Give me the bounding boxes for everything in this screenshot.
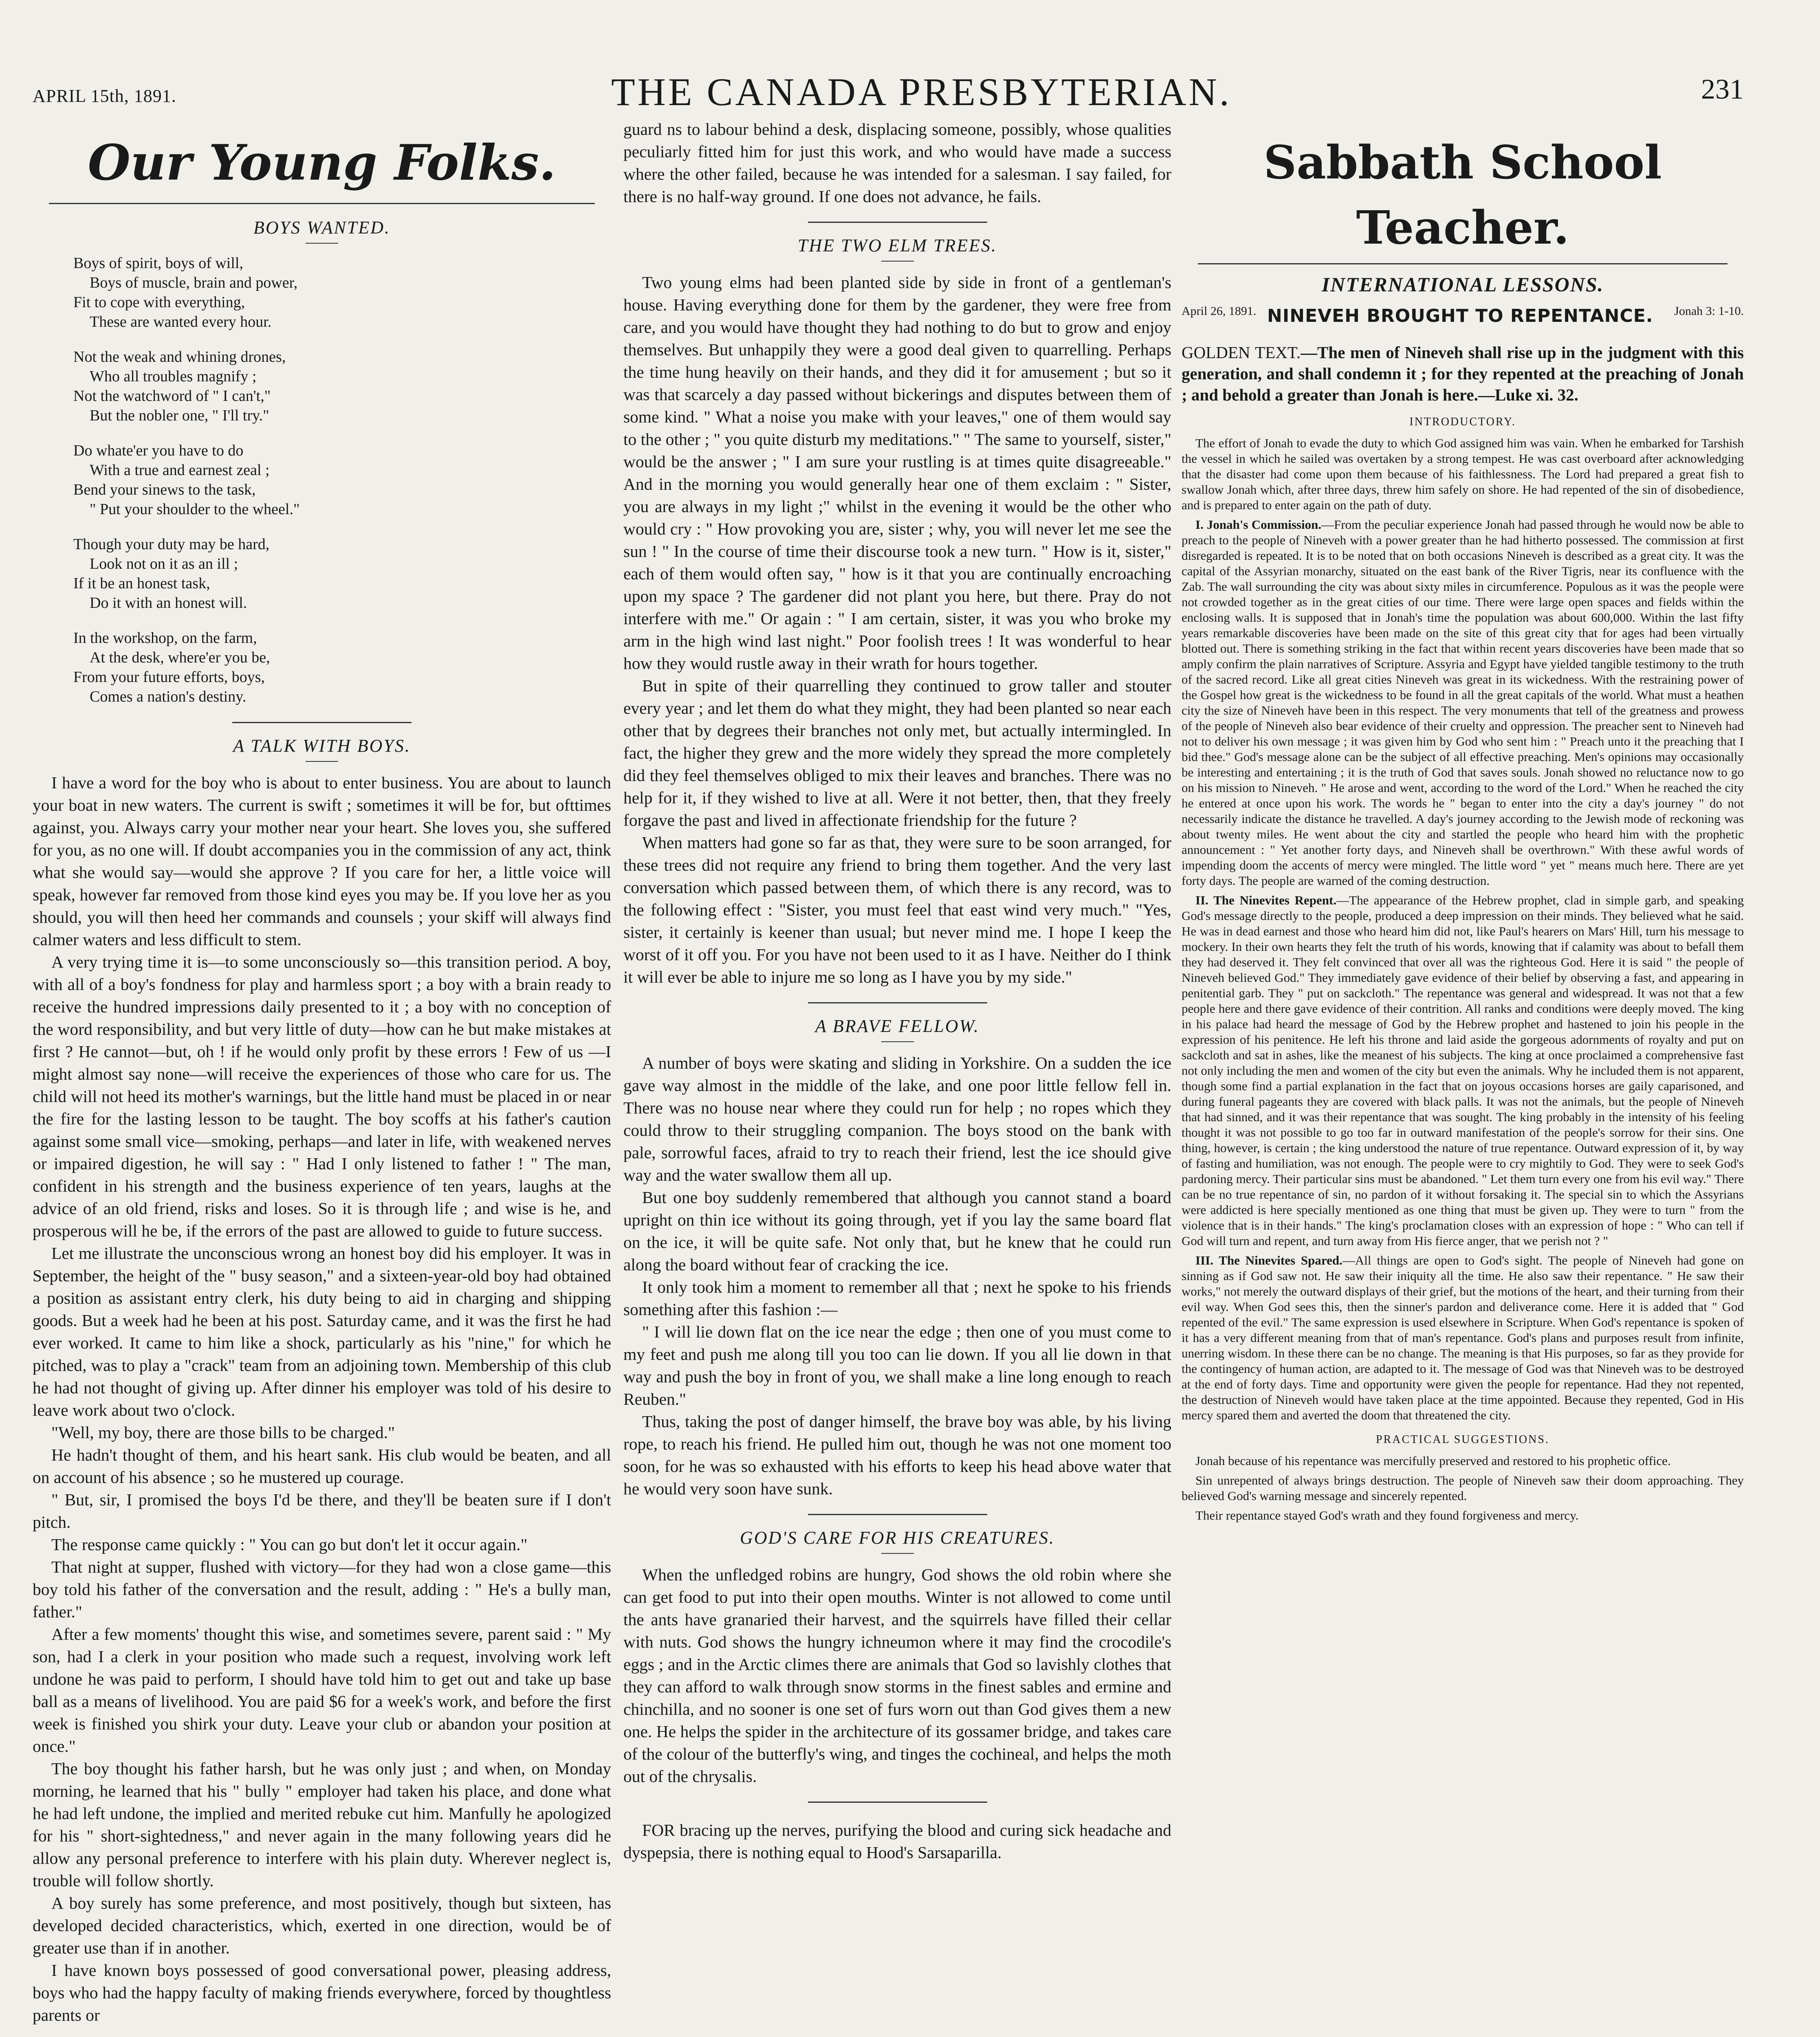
poem-line: Who all troubles magnify ; [90,368,257,385]
lesson-heading [1182,304,1744,333]
article-title: GOD'S CARE FOR HIS CREATURES. [739,1528,1055,1548]
poem-title: BOYS WANTED. [253,218,391,238]
page-number: 231 [1701,74,1744,105]
newspaper-title: THE CANADA PRESBYTERIAN. [611,70,1232,114]
divider [808,222,987,223]
lesson-date: April 26, 1891. [1182,304,1257,318]
poem-line: In the workshop, on the farm, [73,629,257,647]
lesson-paragraph: Jonah because of his repentance was mercifully preserved and restored to his prophetic office. [1195,1454,1671,1468]
poem-line: Boys of muscle, brain and power, [90,274,298,291]
lesson-section-label: II. The Ninevites Repent. [1195,893,1337,907]
lesson-paragraph: Their repentance stayed God's wrath and they found forgiveness and mercy. [1195,1508,1579,1522]
poem-stanza [73,253,611,332]
divider [808,1002,987,1003]
poem [33,253,611,706]
lesson-paragraph: Sin unrepented of always brings destruction. The people of Nineveh saw their doom approaching. They believed God's warning message and sincerely repented. [1182,1473,1744,1503]
poem-line: Fit to cope with everything, [73,294,245,311]
divider [1198,263,1728,264]
subheader: INTERNATIONAL LESSONS. [1321,273,1604,296]
right-column [1182,130,1744,1527]
article-paragraph: It only took him a moment to remember all that ; next he spoke to his friends something after this fashion :— [623,1278,1171,1319]
lesson-section-text: —All things are open to God's sight. The people of Nineveh had gone on sinning as if God saw not. He saw their iniquity all the time. He also saw their repentance. " He saw their works," not merely the outward displays of their grief, but the motions of the heart, and their turning from their evil way. When God sees this, then the sinner's pardon and deliverance come. Here it is added that " God repented of the evil." The same expression is used elsewhere in Scripture. When God's repentance is spoken of it has a very different meaning from that of man's repentance. God's plans and purposes result from infinite, unerring wisdom. In these there can be no change. The meaning is that His purposes, so far as they provide for the contingency of human action, are adapted to it. The message of God was that Nineveh was to be destroyed at the end of forty days. Time and opportunity were given the people for repentance. Had they not repented, the destruction of Nineveh would have taken place at the time appointed. Because they repented, God in His mercy spared them and averted the doom that threatened the city. [1182,1253,1744,1422]
lesson-paragraph [1182,893,1744,1249]
section-header-young-folks: Our Young Folks. [88,134,556,191]
article-paragraph: " I will lie down flat on the ice near the edge ; then one of you must come to my feet and push me along till you too can lie down. If you all lie down in that way and push the boy in front of you, we shall make a line long enough to reach Reuben." [623,1322,1171,1408]
lesson-paragraph: The effort of Jonah to evade the duty to which God assigned him was vain. When he embarked for Tarshish the vessel in which he sailed was overtaken by a strong tempest. He was cast overboard after acknowledging that the disaster had come upon them because of his faithlessness. The Lord had prepared a great fish to swallow Jonah which, after three days, threw him safely on shore. He had repented of the sin of disobedience, and is prepared to enter again on the path of duty. [1182,436,1744,512]
article-paragraph: Let me illustrate the unconscious wrong an honest boy did his employer. It was in September, the height of the " busy season," and a sixteen-year-old boy had obtained a position as assistant entry clerk, his duty being to aid in charging and shipping goods. But a week had he been at his post. Saturday came, and it was the first he had ever worked. It came to him like a shock, particularly as his "nine," for which he pitched, was to play a "crack" team from an adjoining town. Membership of this club he had not thought of giving up. After dinner his employer was told of his desire to leave work about two o'clock. [33,1244,611,1419]
lesson-section-label: III. The Ninevites Spared. [1195,1253,1342,1267]
golden-text [1182,342,1744,405]
article-paragraph: "Well, my boy, there are those bills to be charged." [51,1423,395,1442]
poem-line: " Put your shoulder to the wheel." [90,501,300,518]
issue-date: APRIL 15th, 1891. [33,86,176,106]
poem-line: But the nobler one, " I'll try." [90,407,269,424]
poem-stanza [73,441,611,519]
lesson-section-label: I. Jonah's Commission. [1195,517,1322,532]
article-paragraph: I have known boys possessed of good conversational power, pleasing address, boys who had the happy faculty of making friends everywhere, forced by thoughtless parents or [33,1961,611,2024]
article-paragraph: A number of boys were skating and sliding in Yorkshire. On a sudden the ice gave way almost in the middle of the lake, and one poor little fellow fell in. There was no house near where they could run for help ; no ropes which they could throw to their struggling companion. The boys stood on the bank with pale, sorrowful faces, afraid to try to reach their friend, lest the ice should give way and the water swallow them all up. [623,1054,1171,1184]
poem-line: At the desk, where'er you be, [90,649,270,666]
divider [49,203,595,204]
article-paragraph: But one boy suddenly remembered that although you cannot stand a board upright on thin ice without its going through, yet if you lay the same board flat on the ice, it will be quite safe. Not only that, but he knew that he could run along the board without fear of cracking the ice. [623,1188,1171,1274]
article-paragraph: After a few moments' thought this wise, and sometimes severe, parent said : " My son, had I a clerk in your position who made such a request, involving work left undone he was paid to perform, I should have told him to get out and take up base ball as a means of livelihood. You are paid $6 for a week's work, and before the first week is finished you shirk your duty. Leave your club or abandon your position at once." [33,1625,611,1755]
article-title: THE TWO ELM TREES. [797,235,997,255]
poem-line: Do whate'er you have to do [73,442,244,459]
poem-line: Boys of spirit, boys of will, [73,255,243,272]
golden-text-label: GOLDEN TEXT. [1182,343,1301,362]
article-paragraph: " But, sir, I promised the boys I'd be there, and they'll be beaten sure if I don't pitch. [33,1490,611,1531]
poem-line: With a true and earnest zeal ; [90,462,270,479]
lesson-paragraph [1182,1253,1744,1423]
article-paragraph: A very trying time it is—to some unconsciously so—this transition period. A boy, with all of a boy's fondness for play and harmless sport ; a boy with a brain ready to receive the hundred impressions daily presented to it ; a boy with no conception of the word responsibility, and but very little of duty—how can he but make mistakes at first ? He cannot—but, oh ! if he would only profit by these errors ! Few of us —I might almost say none—will receive the experiences of those who care for us. The child will not heed its mother's warnings, but the little hand must be placed in or near the fire for the lasting lesson to be taught. The boy scoffs at his father's caution against some small vice—smoking, perhaps—and later in life, with weakened nerves or impaired digestion, he will say : " Had I only listened to father ! " The man, confident in his strength and the business experience of ten years, laughs at the advice of an old friend, risks and loses. So it is through life ; and wise is he, and prosperous will he be, if the errors of the past are allowed to guide to future success. [33,953,611,1240]
divider [232,722,412,723]
poem-line: Do it with an honest will. [90,594,247,612]
article-paragraph: He hadn't thought of them, and his heart sank. His club would be beaten, and all on account of his absence ; so he mustered up courage. [33,1445,611,1487]
poem-line: Comes a nation's destiny. [90,688,246,705]
article-paragraph: But in spite of their quarrelling they continued to grow taller and stouter every year ; and let them do what they might, they had been planted so near each other that by degrees their branches not only met, but actually intermingled. In fact, the higher they grew and the more widely they spread the more completely did they feel themselves obliged to mix their leaves and branches. There was no help for it, if they wished to live at all. Were it not better, then, that they freely forgave the past and lived in affectionate friendship for the future ? [623,676,1171,829]
poem-line: Bend your sinews to the task, [73,481,256,498]
divider [808,1514,987,1515]
divider [881,1553,914,1554]
golden-text-body: —The men of Nineveh shall rise up in the judgment with this generation, and shall condemn it ; for they repented at the preaching of Jonah ; and behold a greater than Jonah is here.—Luke xi. 32. [1182,343,1744,404]
lesson-section-text: —The appearance of the Hebrew prophet, clad in simple garb, and speaking God's message directly to the people, produced a deep impression on their minds. They believed what he said. He was in dead earnest and those who heard him did not, like Paul's hearers on Mars' Hill, turn his message to mockery. In their own hearts they felt the truth of his words, knowing that if calamity was about to befall them they had deserved it. They felt convinced that over all was the righteous God. Here it is said " the people of Nineveh believed God." They immediately gave evidence of their belief by observing a fast, and appearing in penitential garb. They " put on sackcloth." The repentance was general and widespread. It was not that a few people here and there gave evidence of their contrition. All ranks and conditions were deeply moved. The king in his palace had heard the message of God by the Hebrew prophet and hastened to join his people in the expression of his penitence. He left his throne and laid aside the gorgeous adornments of royalty and put on sackcloth and sat in ashes, like the meanest of his subjects. The king at once proclaimed a comprehensive fast not only including the men and women of the city but even the animals. Why he included them is not apparent, though some find a partial explanation in the fact that on joyous occasions horses are gaily caparisoned, and during funeral pageants they are covered with black palls. It was not the animals, but the people of Nineveh that had sinned, and it was their repentance that was sought. The king probably in the intensity of his feeling thought it was not possible to go too far in outward manifestation of the people's sorrow for their sins. One thing, however, is certain ; the king understood the nature of true repentance. Outward expression of it, by way of fasting and humiliation, was not enough. The people were to cry mightily to God. They were to seek God's pardoning mercy. Their particular sins must be abandoned. " Let them turn every one from his evil way." There can be no true repentance of sin, no pardon of it without forsaking it. The special sin to which the Assyrians were addicted is here specially mentioned as one thing that must be given up. They were to turn " from the violence that is in their hands." The king's proclamation closes with an expression of hope : " Who can tell if God will turn and repent, and turn away from His fierce anger, that we perish not ? " [1182,893,1744,1248]
divider [881,261,914,262]
divider [306,243,338,244]
poem-stanza [73,628,611,706]
poem-line: Look not on it as an ill ; [90,555,238,572]
poem-line: These are wanted every hour. [90,313,272,330]
continued-paragraph: guard ns to labour behind a desk, displacing someone, possibly, whose qualities peculiarly fitted him for just this work, and who would have made a success where the other failed, because he was intended for a salesman. I say failed, for there is no half-way ground. If one does not advance, he fails. [623,120,1171,206]
article-paragraph: Two young elms had been planted side by side in front of a gentleman's house. Having everything done for them by the gardener, they were free from care, and you would have thought they had nothing to do but to grow and enjoy themselves. But unhappily they were a good deal given to quarrelling. Perhaps the time hung heavily on their hands, and they did it for amusement ; but so it was that scarcely a day passed without bickerings and disputes between them of some kind. " What a noise you make with your leaves," one of them would say to the other ; " you quite disturb my meditations." " The same to yourself, sister," would be the answer ; " I am sure your rustling is at times quite disagreeable." And in the morning you would generally hear one of them exclaim : " Sister, you are always in my light ;" whilst in the evening it would be the other who would cry : " How provoking you are, sister ; why, you will never let me see the sun ! " In the course of time their discourse took a new turn. " How is it, sister," each of them would often say, " how is it that you are continually encroaching upon my space ? The gardener did not plant you here, but there. Pray do not interfere with me." Or again : " I am certain, sister, it was you who broke my arm in the high wind last night." Poor foolish trees ! It was wonderful to hear how they would rustle away in their wrath for hours together. [623,273,1171,673]
divider [881,1041,914,1042]
poem-line: Not the watchword of " I can't," [73,387,271,405]
lesson-reference: Jonah 3: 1-10. [1674,304,1744,318]
article-paragraph: The boy thought his father harsh, but he was only just ; and when, on Monday morning, he learned that his " bully " employer had taken his place, and done what he had left undone, the implied and merited rebuke cut him. Manfully he apologized for his " short-sightedness," and never again in the many following years did he allow any personal preference to interfere with his plain duty. Wherever neglect is, trouble will follow shortly. [33,1759,611,1890]
article-paragraph: Thus, taking the post of danger himself, the brave boy was able, by his living rope, to reach his friend. He pulled him out, though he was not one moment too soon, for he was so exhausted with his efforts to keep his head above water that he would very soon have sunk. [623,1412,1171,1498]
masthead [33,69,1744,122]
poem-line: From your future efforts, boys, [73,669,265,686]
lesson-section-text: —From the peculiar experience Jonah had passed through he would now be able to preach to the people of Nineveh with a power greater than he had hitherto possessed. The commission at first disregarded is repeated. It is to be noted that on both occasions Nineveh is described as a great city. It was the capital of the Assyrian monarchy, situated on the east bank of the River Tigris, near its confluence with the Zab. The wall surrounding the city was about sixty miles in circumference. Populous as it was the people were not crowded together as in the great cities of our time. There were large open spaces and fields within the enclosing walls. It is supposed that in Jonah's time the population was about 600,000. Within the last fifty years remarkable discoveries have been made on the site of this great city that for ages had been virtually blotted out. There is something striking in the fact that within recent years discoveries have been made that so amply confirm the plain narratives of Scripture. Assyria and Egypt have yielded tangible testimony to the truth of the sacred record. Like all great cities Nineveh was great in its wickedness. With the restraining power of the Gospel how great is the wickedness to be found in all the great capitals of the world. What must a heathen city the size of Nineveh have been in this respect. The very monuments that tell of the greatness and prowess of the people of Nineveh also bear evidence of their cruelty and oppression. The preacher sent to Nineveh had not to deliver his own message ; it was given him by God who sent him : " Preach unto it the preaching that I bid thee." God's message alone can be the subject of all effective preaching. Men's opinions may occasionally be interesting and entertaining ; it is the truth of God that saves souls. Jonah showed no reluctance now to go on his mission to Nineveh. " He arose and went, according to the word of the Lord." When he reached the city he entered at once upon his work. The words he " began to enter into the city a day's journey " do not necessarily indicate the distance he travelled. A day's journey according to the Jewish mode of reckoning was about twenty miles. He went about the city and startled the people who heard him with the prophetic announcement : " Yet another forty days, and Nineveh shall be overthrown." With these awful words of impending doom the accents of mercy were mingled. The little word " yet " means much here. There are yet forty days. The people are warned of the coming destruction. [1182,517,1744,888]
subsection-heading: INTRODUCTORY. [1409,416,1516,428]
article-title: A TALK WITH BOYS. [233,736,411,756]
divider [808,1802,987,1803]
article-paragraph: I have a word for the boy who is about to enter business. You are about to launch your boat in new waters. The current is swift ; sometimes it will be for, but ofttimes against, you. Always carry your mother near your heart. She loves you, she suffered for you, as no one will. If doubt accompanies you in the commission of any act, think what she would say—would she approve ? If you care for her, a little voice will speak, however far removed from those kind eyes you may be. If you love her as you should, you will then heed her commands and counsels ; your skiff will always find calmer waters and less difficult to stem. [33,773,611,949]
subsection-heading: PRACTICAL SUGGESTIONS. [1376,1433,1549,1446]
article-paragraph: When the unfledged robins are hungry, God shows the old robin where she can get food to put into their open mouths. Winter is not allowed to come until the ants have granaried their harvest, and the squirrels have filled their cellar with nuts. God shows the hungry ichneumon where it may find the crocodile's eggs ; and in the Arctic climes there are animals that God so lavishly clothes that they can afford to walk through snow storms in the finest sables and ermine and chinchilla, and no sooner is one set of furs worn out than God gives them a new one. He helps the spider in the architecture of its gossamer bridge, and takes care of the colour of the butterfly's wing, and tinges the cochineal, and helps the moth out of the chrysalis. [623,1565,1171,1786]
poem-stanza [73,347,611,425]
article-paragraph: The response came quickly : " You can go but don't let it occur again." [51,1535,528,1554]
article-paragraph: That night at supper, flushed with victory—for they had won a close game—this boy told his father of the conversation and the result, adding : " He's a bully man, father." [33,1557,611,1621]
poem-stanza [73,535,611,613]
poem-line: If it be an honest task, [73,575,210,592]
middle-column [623,118,1171,1864]
lesson-paragraph [1182,517,1744,889]
lesson-title: NINEVEH BROUGHT TO REPENTANCE. [1267,306,1653,326]
poem-line: Though your duty may be hard, [73,536,270,553]
section-header-sabbath-school: Sabbath School Teacher. [1263,136,1662,255]
article-paragraph: When matters had gone so far as that, they were sure to be soon arranged, for these trees did not require any friend to bring them together. And the very last conversation which passed between them, of which there is any record, was to the following effect : "Sister, you must feel that east wind very much." "Yes, sister, it certainly is keener than usual; but never mind me. I hope I keep the worst of it off you. For you have not been used to it as I have. Neither do I think it will ever be able to injure me so long as I have you by my side." [623,833,1171,986]
article-paragraph: A boy surely has some preference, and most positively, though but sixteen, has developed decided characteristics, which, exerted in one direction, would be of greater use than if in another. [33,1894,611,1957]
divider [306,761,338,762]
advertisement: FOR bracing up the nerves, purifying the blood and curing sick headache and dyspepsia, there is nothing equal to Hood's Sarsaparilla. [623,1821,1171,1862]
poem-line: Not the weak and whining drones, [73,348,286,365]
left-column [33,130,611,2026]
article-title: A BRAVE FELLOW. [815,1016,980,1036]
